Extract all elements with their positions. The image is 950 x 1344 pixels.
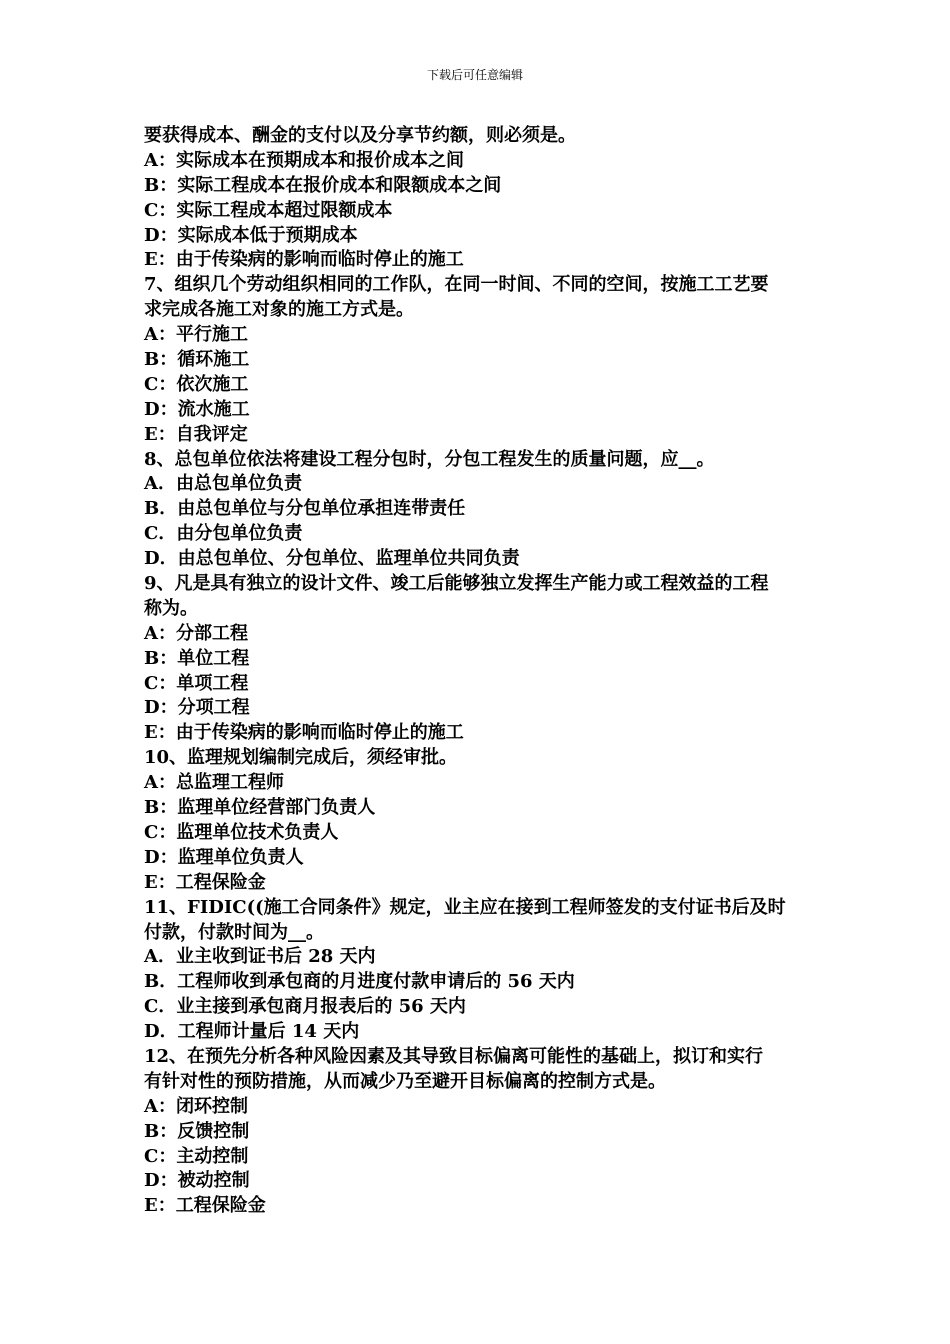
text-line: B：监理单位经营部门负责人 xyxy=(144,797,376,819)
text-line: B．工程师收到承包商的月进度付款申请后的 56 天内 xyxy=(144,971,575,993)
text-line: B：循环施工 xyxy=(144,349,250,371)
text-line: E：由于传染病的影响而临时停止的施工 xyxy=(144,249,464,271)
text-line: B．由总包单位与分包单位承担连带责任 xyxy=(144,498,466,520)
text-line: A．由总包单位负责 xyxy=(144,473,302,495)
text-line: D：实际成本低于预期成本 xyxy=(144,224,358,246)
text-line: D．由总包单位、分包单位、监理单位共同负责 xyxy=(144,548,520,570)
text-line: E：工程保险金 xyxy=(144,871,266,893)
text-line: 11、FIDIC((施工合同条件》规定，业主应在接到工程师签发的支付证书后及时 xyxy=(144,896,786,918)
text-line: 要获得成本、酬金的支付以及分享节约额，则必须是。 xyxy=(144,125,576,146)
text-line: C：实际工程成本超过限额成本 xyxy=(144,199,393,221)
text-line: C：主动控制 xyxy=(144,1145,249,1167)
text-line: A：实际成本在预期成本和报价成本之间 xyxy=(144,149,464,171)
text-line: A：分部工程 xyxy=(144,622,248,644)
text-line: E：自我评定 xyxy=(144,423,248,445)
text-line: 12、在预先分析各种风险因素及其导致目标偏离可能性的基础上，拟订和实行 xyxy=(144,1045,764,1067)
text-line: 7、组织几个劳动组织相同的工作队，在同一时间、不同的空间，按施工工艺要 xyxy=(144,274,769,296)
text-line: E：工程保险金 xyxy=(144,1195,266,1217)
text-line: A：闭环控制 xyxy=(144,1095,248,1117)
document-body xyxy=(144,124,810,1219)
text-line: C．业主接到承包商月报表后的 56 天内 xyxy=(144,996,466,1018)
text-line: 9、凡是具有独立的设计文件、竣工后能够独立发挥生产能力或工程效益的工程 xyxy=(144,573,769,595)
text-line: 有针对性的预防措施，从而减少乃至避开目标偏离的控制方式是。 xyxy=(144,1070,666,1092)
text-line: D．工程师计量后 14 天内 xyxy=(144,1021,360,1043)
text-line: C．由分包单位负责 xyxy=(144,523,303,545)
text-line: 8、总包单位依法将建设工程分包时，分包工程发生的质量问题，应__。 xyxy=(144,448,715,470)
text-line: C：监理单位技术负责人 xyxy=(144,821,339,843)
text-line: D：被动控制 xyxy=(144,1170,250,1192)
text-line: 10、监理规划编制完成后，须经审批。 xyxy=(144,747,458,769)
text-line: D：分项工程 xyxy=(144,697,250,719)
text-line: 求完成各施工对象的施工方式是。 xyxy=(144,299,414,321)
text-line: D：监理单位负责人 xyxy=(144,846,304,868)
text-line: B：实际工程成本在报价成本和限额成本之间 xyxy=(144,174,502,196)
text-line: B：反馈控制 xyxy=(144,1120,250,1142)
text-line: 称为。 xyxy=(144,597,198,619)
text-line: D：流水施工 xyxy=(144,398,250,420)
page-header: 下载后可任意编辑 xyxy=(426,68,523,82)
text-line: B：单位工程 xyxy=(144,647,250,669)
text-line: C：单项工程 xyxy=(144,672,249,694)
text-line: E：由于传染病的影响而临时停止的施工 xyxy=(144,722,464,744)
text-line: C：依次施工 xyxy=(144,373,249,395)
text-line: A．业主收到证书后 28 天内 xyxy=(144,946,376,968)
text-line: A：平行施工 xyxy=(144,324,248,346)
text-line: A：总监理工程师 xyxy=(144,772,284,794)
text-line: 付款，付款时间为__。 xyxy=(144,921,324,943)
